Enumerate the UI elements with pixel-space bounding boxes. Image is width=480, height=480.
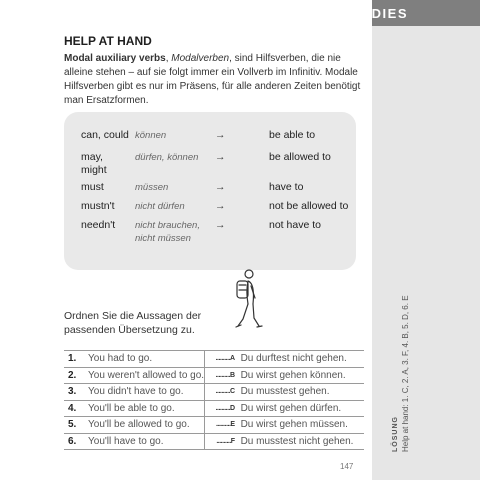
answer-blank[interactable]: [205, 417, 235, 434]
answer-dots: ..........: [215, 371, 231, 379]
section-title: HELP AT HAND: [64, 34, 152, 48]
verb-english: mustn't: [81, 200, 115, 212]
row-number: 6.: [64, 433, 86, 450]
exercise-instruction: Ordnen Sie die Aussagen der passenden Übersetzung zu.: [64, 310, 202, 336]
german-translation: Du wirst gehen können.: [235, 367, 364, 384]
option-letter: A: [230, 355, 235, 363]
answer-dots: ..........: [215, 388, 231, 396]
verb-german: nicht brauchen, nicht müssen: [135, 220, 200, 244]
table-row: [64, 433, 364, 450]
row-number: 1.: [64, 351, 86, 368]
option-letter: D: [230, 404, 235, 412]
verb-english: needn't: [81, 219, 116, 231]
intro-bold-term: Modal auxiliary verbs: [64, 53, 166, 64]
german-translation: Du musstest nicht gehen.: [235, 433, 364, 450]
verb-meaning: be allowed to: [269, 151, 331, 163]
arrow-icon: →: [215, 181, 226, 193]
row-number: 3.: [64, 384, 86, 401]
answer-blank[interactable]: [205, 351, 235, 368]
row-number: 2.: [64, 367, 86, 384]
modal-verb-table: [64, 112, 356, 270]
verb-english: must: [81, 181, 104, 193]
verb-german: müssen: [135, 182, 169, 193]
answer-dots: ..........: [215, 355, 231, 363]
intro-separator: ,: [165, 53, 172, 64]
answer-blank[interactable]: [205, 367, 235, 384]
verb-meaning: be able to: [269, 129, 316, 141]
verb-german: nicht dürfen: [135, 201, 185, 212]
answer-text: Help at hand: 1. C, 2. A, 3. F, 4. B, 5. D, 6. E: [401, 295, 410, 452]
answer-label: LÖSUNG: [392, 416, 399, 452]
verb-english: can, could: [81, 129, 129, 141]
answer-dots: ..........: [215, 421, 231, 429]
english-sentence: You'll have to go.: [86, 433, 205, 450]
answer-dots: ..........: [215, 404, 231, 412]
hiker-illustration: [226, 266, 266, 338]
margin-sidebar: [372, 24, 480, 480]
option-letter: C: [230, 388, 235, 396]
option-letter: F: [230, 437, 235, 445]
intro-paragraph: [64, 52, 366, 108]
exercise-table: [64, 350, 364, 450]
arrow-icon: →: [215, 200, 226, 212]
answer-blank[interactable]: [205, 384, 235, 401]
german-translation: Du wirst gehen dürfen.: [235, 400, 364, 417]
table-row: [64, 367, 364, 384]
verb-german: dürfen, können: [135, 152, 199, 163]
option-letter: E: [230, 421, 235, 429]
arrow-icon: →: [215, 129, 226, 141]
english-sentence: You didn't have to go.: [86, 384, 205, 401]
english-sentence: You'll be allowed to go.: [86, 417, 205, 434]
arrow-icon: →: [215, 151, 226, 163]
intro-text: , sind Hilfsverben, die nie alleine stehen – auf sie folgt immer ein Vollverb im Infinitiv. Modale Hilfsverben gibt es nur im Präsens, für alle anderen Zeiten benötigt man Ersatzformen.: [64, 53, 361, 106]
header-title: SCHOOL & STUDIES: [255, 6, 408, 21]
verb-german: können: [135, 130, 167, 141]
english-sentence: You'll be able to go.: [86, 400, 205, 417]
table-row: [64, 384, 364, 401]
answer-blank[interactable]: [205, 400, 235, 417]
row-number: 4.: [64, 400, 86, 417]
answer-dots: ..........: [216, 437, 231, 445]
german-translation: Du durftest nicht gehen.: [235, 351, 364, 368]
page-number: 147: [340, 462, 354, 471]
verb-meaning: not have to: [269, 219, 321, 231]
verb-english: may, might: [81, 151, 107, 176]
option-letter: B: [230, 371, 235, 379]
table-row: [64, 417, 364, 434]
arrow-icon: →: [215, 219, 226, 231]
intro-german-term: Modalverben: [171, 53, 230, 64]
table-row: [64, 400, 364, 417]
verb-meaning: not be allowed to: [269, 200, 349, 212]
table-row: [64, 351, 364, 368]
answer-blank[interactable]: [205, 433, 235, 450]
verb-meaning: have to: [269, 181, 304, 193]
german-translation: Du wirst gehen müssen.: [235, 417, 364, 434]
english-sentence: You weren't allowed to go.: [86, 367, 205, 384]
german-translation: Du musstest gehen.: [235, 384, 364, 401]
row-number: 5.: [64, 417, 86, 434]
answer-key: [392, 295, 410, 452]
english-sentence: You had to go.: [86, 351, 205, 368]
